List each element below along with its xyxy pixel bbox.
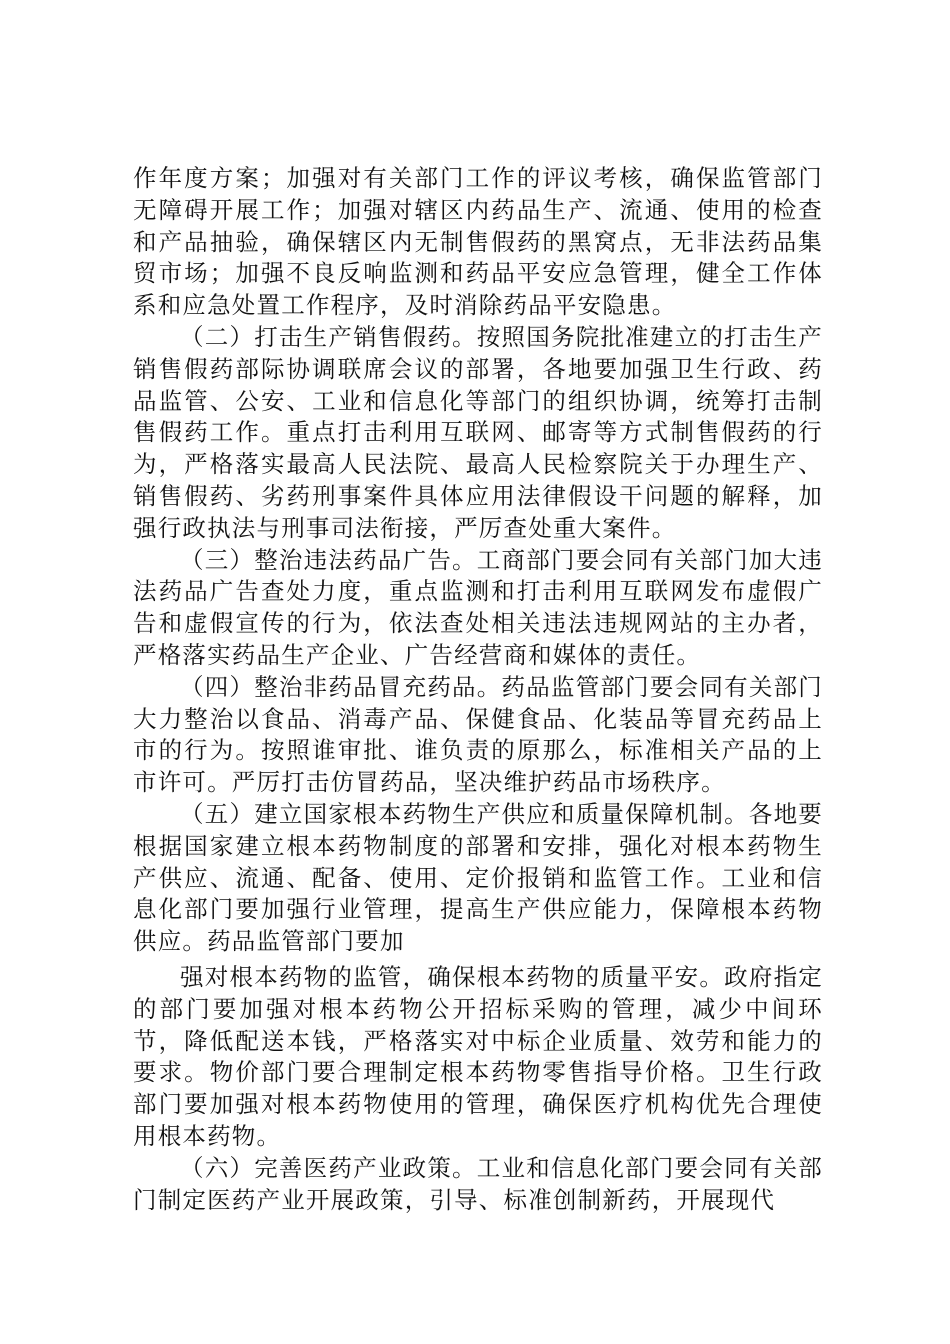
document-body [133, 163, 823, 1216]
paragraph-section-5-continued: 强对根本药物的监管，确保根本药物的质量平安。政府指定的部门要加强对根本药物公开招标采购的管理，减少中间环节，降低配送本钱，严格落实对中标企业质量、效劳和能力的要求。物价部门要合理制定根本药物零售指导价格。卫生行政部门要加强对根本药物使用的管理，确保医疗机构优先合理使用根本药物。 [133, 962, 823, 1150]
paragraph-section-3-illegal-ads: （三）整治违法药品广告。工商部门要会同有关部门加大违法药品广告查处力度，重点监测和打击利用互联网发布虚假广告和虚假宣传的行为，依法查处相关违法违规网站的主办者，严格落实药品生产企业、广告经营商和媒体的责任。 [133, 545, 823, 669]
paragraph-section-5-essential-drugs: （五）建立国家根本药物生产供应和质量保障机制。各地要根据国家建立根本药物制度的部署和安排，强化对根本药物生产供应、流通、配备、使用、定价报销和监管工作。工业和信息化部门要加强行业管理，提高生产供应能力，保障根本药物供应。药品监管部门要加 [133, 799, 823, 956]
paragraph-section-6-industry-policy: （六）完善医药产业政策。工业和信息化部门要会同有关部门制定医药产业开展政策，引导、标准创制新药，开展现代 [133, 1153, 823, 1214]
paragraph-section-2-counterfeit-drugs: （二）打击生产销售假药。按照国务院批准建立的打击生产销售假药部际协调联席会议的部署，各地要加强卫生行政、药品监管、公安、工业和信息化等部门的组织协调，统筹打击制售假药工作。重点打击利用互联网、邮寄等方式制售假药的行为，严格落实最高人民法院、最高人民检察院关于办理生产、销售假药、劣药刑事案件具体应用法律假设干问题的解释，加强行政执法与刑事司法衔接，严厉查处重大案件。 [133, 322, 823, 542]
paragraph-continued-annual-plan: 作年度方案；加强对有关部门工作的评议考核，确保监管部门无障碍开展工作；加强对辖区内药品生产、流通、使用的检查和产品抽验，确保辖区内无制售假药的黑窝点，无非法药品集贸市场；加强不良反响监测和药品平安应急管理，健全工作体系和应急处置工作程序，及时消除药品平安隐患。 [133, 164, 823, 320]
paragraph-section-4-non-drug-imitation: （四）整治非药品冒充药品。药品监管部门要会同有关部门大力整治以食品、消毒产品、保健食品、化装品等冒充药品上市的行为。按照谁审批、谁负责的原那么，标准相关产品的上市许可。严厉打击仿冒药品，坚决维护药品市场秩序。 [133, 672, 823, 797]
